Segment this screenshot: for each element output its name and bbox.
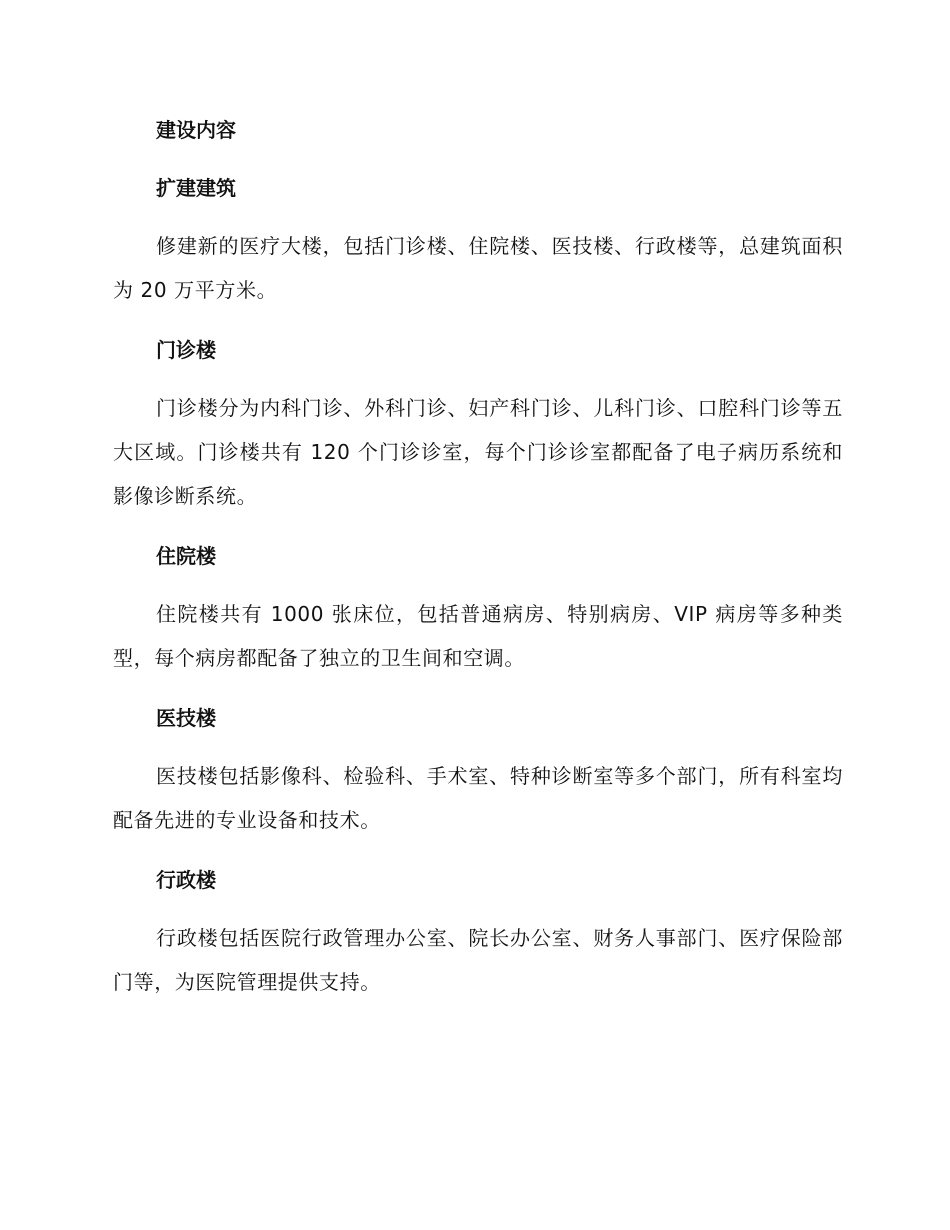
subsection-title-inpatient: 住院楼 [156, 544, 216, 568]
subsection-title-outpatient: 门诊楼 [156, 338, 216, 362]
paragraph-medtech: 医技楼包括影像科、检验科、手术室、特种诊断室等多个部门，所有科室均配备先进的专业设备和技术。 [113, 764, 843, 832]
subsection-title-expansion: 扩建建筑 [156, 176, 236, 200]
paragraph-inpatient: 住院楼共有 1000 张床位，包括普通病房、特别病房、VIP 病房等多种类型，每个病房都配备了独立的卫生间和空调。 [113, 602, 843, 670]
section-title: 建设内容 [156, 118, 236, 142]
subsection-title-medtech: 医技楼 [156, 706, 216, 730]
paragraph-expansion: 修建新的医疗大楼，包括门诊楼、住院楼、医技楼、行政楼等，总建筑面积为 20 万平方米。 [113, 234, 843, 302]
paragraph-outpatient: 门诊楼分为内科门诊、外科门诊、妇产科门诊、儿科门诊、口腔科门诊等五大区域。门诊楼共有 120 个门诊诊室，每个门诊诊室都配备了电子病历系统和影像诊断系统。 [113, 396, 843, 508]
paragraph-admin: 行政楼包括医院行政管理办公室、院长办公室、财务人事部门、医疗保险部门等，为医院管理提供支持。 [113, 926, 843, 994]
document-body [113, 108, 843, 1004]
subsection-title-admin: 行政楼 [156, 868, 216, 892]
